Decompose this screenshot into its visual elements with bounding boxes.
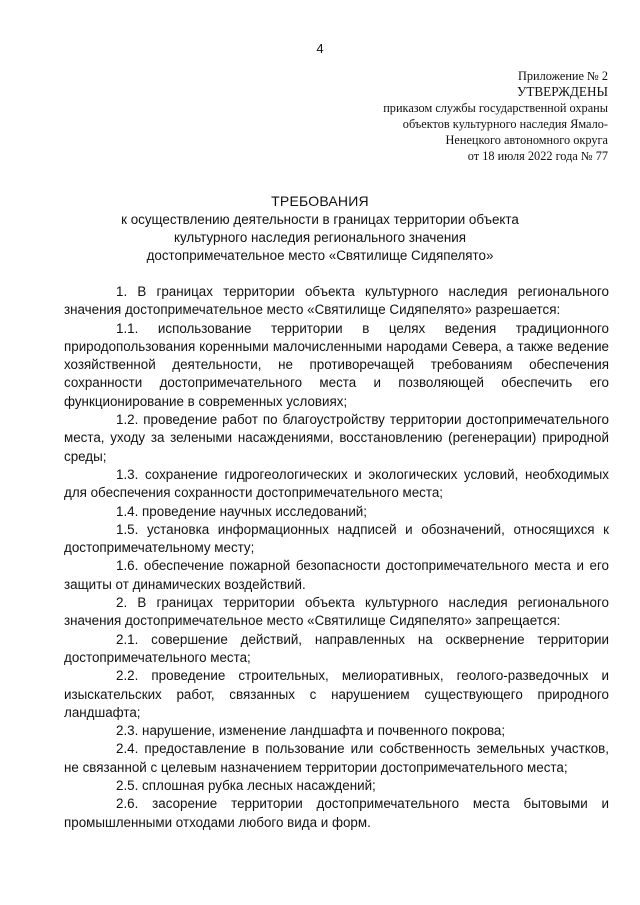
paragraph-1-4: 1.4. проведение научных исследований; <box>116 503 368 519</box>
approval-date-line: от 18 июля 2022 года № 77 <box>467 149 608 163</box>
page-number: 4 <box>316 41 324 56</box>
paragraph-2: 2. В границах территории объекта культурного наследия регионального значения достопримечательное место «Святилище Сидяпелято» запрещается: <box>64 595 609 629</box>
paragraph-1-6: 1.6. обеспечение пожарной безопасности достопримечательного места и его защиты от динамических воздействий. <box>64 558 609 592</box>
approval-authority-line: объектов культурного наследия Ямало- <box>402 117 608 131</box>
approval-region-line: Ненецкого автономного округа <box>445 133 608 147</box>
paragraph-1-2: 1.2. проведение работ по благоустройству территории достопримечательного места, уходу за зелеными насаждениями, восстановлению (регенерации) природной среды; <box>64 412 609 464</box>
document-body <box>64 283 609 832</box>
paragraph-2-5: 2.5. сплошная рубка лесных насаждений; <box>116 778 376 794</box>
paragraph-2-2: 2.2. проведение строительных, мелиоративных, геолого-разведочных и изыскательских работ, связанных с нарушением существующего природного ландшафта; <box>64 668 609 720</box>
paragraph-2-3: 2.3. нарушение, изменение ландшафта и почвенного покрова; <box>116 723 506 739</box>
approval-order-line: приказом службы государственной охраны <box>383 101 608 115</box>
approved-label: УТВЕРЖДЕНЫ <box>516 84 608 99</box>
paragraph-2-4: 2.4. предоставление в пользование или собственность земельных участков, не связанной с целевым назначением территории достопримечательного места; <box>64 741 609 775</box>
paragraph-1-1: 1.1. использование территории в целях ведения традиционного природопользования коренными малочисленными народами Севера, а также ведение хозяйственной деятельности, не противоречащей требованиям обеспечения сохранности достопримечательного места и позволяющей обеспечить его функционирование в современных условиях; <box>64 320 609 409</box>
document-subtitle: к осуществлению деятельности в границах территории объекта культурного наследия регионального значения достопримечательное место «Святилище Сидяпелято» <box>121 212 519 263</box>
appendix-number: Приложение № 2 <box>517 69 608 83</box>
approval-stamp-block <box>278 68 608 164</box>
paragraph-1-5: 1.5. установка информационных надписей и обозначений, относящихся к достопримечательному месту; <box>64 521 609 556</box>
paragraph-2-6: 2.6. засорение территории достопримечательного места бытовыми и промышленными отходами любого вида и форм. <box>64 796 609 830</box>
document-title: ТРЕБОВАНИЯ <box>271 193 369 209</box>
paragraph-1: 1. В границах территории объекта культурного наследия регионального значения достопримечательное место «Святилище Сидяпелято» разрешается: <box>64 284 609 318</box>
paragraph-2-1: 2.1. совершение действий, направленных на осквернение территории достопримечательного места; <box>64 631 609 665</box>
paragraph-1-3: 1.3. сохранение гидрогеологических и экологических условий, необходимых для обеспечения сохранности достопримечательного места; <box>64 466 609 501</box>
